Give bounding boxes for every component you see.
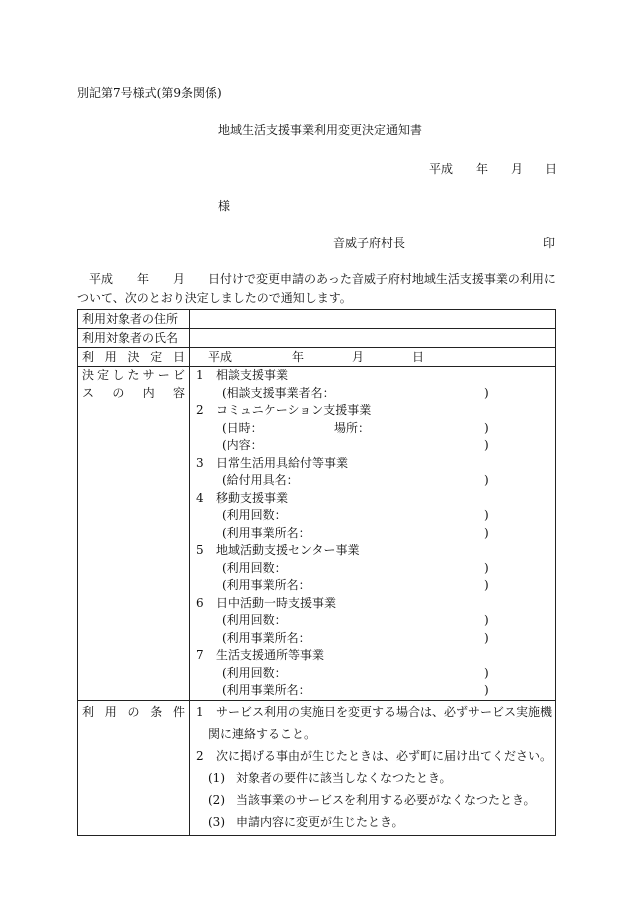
service-title: 移動支援事業	[216, 490, 289, 505]
field-close-paren: )	[484, 613, 489, 627]
address-row	[78, 310, 556, 329]
usage-date-day: 日	[412, 350, 425, 364]
service-2-title	[194, 402, 551, 420]
intro-line2: ついて、次のとおり決定しましたので通知します。	[77, 291, 352, 305]
field-close-paren: )	[484, 683, 489, 697]
field-close-paren: )	[484, 473, 489, 487]
date-year: 年	[476, 162, 489, 176]
field-close-paren: )	[484, 665, 489, 680]
service-title: 地域活動支援センター事業	[216, 543, 360, 557]
label-char: た	[127, 368, 140, 382]
usage-date-value	[190, 348, 556, 367]
usage-date-year: 年	[292, 350, 305, 364]
condition-1-line2: 関に連絡すること。	[208, 726, 317, 741]
label-char: ビ	[172, 368, 185, 382]
label-char: 日	[172, 350, 185, 364]
service-6-title	[194, 595, 551, 613]
intro-year: 年	[137, 272, 150, 286]
field-close-paren: )	[484, 560, 489, 575]
field-label: (利用事業所名：	[222, 525, 311, 540]
service-7-field	[194, 665, 551, 683]
label-char: 条	[150, 704, 163, 719]
service-7-title	[194, 647, 551, 665]
usage-date-era: 平成	[208, 350, 233, 364]
date-month: 月	[511, 162, 524, 176]
address-value	[190, 310, 556, 329]
field-label: (日時：	[222, 420, 263, 435]
date-day: 日	[545, 162, 558, 176]
service-3-field	[194, 472, 551, 490]
service-number: 6	[196, 595, 204, 610]
service-number: 4	[196, 490, 204, 505]
field-label: (利用事業所名：	[222, 630, 311, 645]
field-label: (利用回数：	[222, 508, 287, 522]
service-number: 3	[196, 455, 204, 470]
service-5-title	[194, 542, 551, 560]
label-char: ー	[157, 368, 170, 382]
field-close-paren: )	[484, 420, 489, 435]
name-label: 利用対象者の氏名	[78, 329, 190, 348]
field-label: (利用事業所名：	[222, 683, 311, 697]
service-6-field	[194, 612, 551, 630]
service-6-field	[194, 630, 551, 648]
conditions-label	[78, 700, 190, 835]
intro-line1: 日付けで変更申請のあった音威子府村地域生活支援事業の利用に	[208, 272, 556, 286]
field-label: (内容：	[222, 438, 263, 452]
services-row	[78, 367, 556, 701]
service-title: コミュニケーション支援事業	[216, 403, 372, 417]
label-char: 決	[82, 368, 95, 382]
field-close-paren: )	[484, 525, 489, 540]
field-close-paren: )	[484, 438, 489, 452]
name-value	[190, 329, 556, 348]
document-title: 地域生活支援事業利用変更決定通知書	[218, 123, 423, 137]
label-char: 利	[82, 350, 95, 364]
field-label: (利用事業所名：	[222, 578, 311, 592]
addressee-suffix: 様	[218, 199, 231, 213]
label-char: 用	[104, 704, 117, 719]
condition-2-item-2: (2) 当該事業のサービスを利用する必要がなくなつたとき。	[208, 792, 536, 807]
field-label: (利用回数：	[222, 613, 287, 627]
label-char: 件	[172, 704, 185, 719]
name-row	[78, 329, 556, 348]
service-4-title	[194, 490, 551, 508]
condition-2: 2 次に掲げる事由が生じたときは、必ず町に届け出てください。	[196, 748, 553, 763]
field-close-paren: )	[484, 578, 489, 592]
label-char: 定	[150, 350, 163, 364]
services-label	[78, 367, 190, 701]
field-label: (利用回数：	[222, 560, 287, 575]
label-char: 決	[127, 350, 140, 364]
seal-mark: 印	[543, 236, 556, 250]
intro-era: 平成	[89, 272, 114, 286]
label-char: 容	[172, 385, 185, 400]
intro-month: 月	[173, 272, 186, 286]
service-number: 1	[196, 368, 204, 382]
date-era: 平成	[429, 162, 454, 176]
service-number: 7	[196, 648, 204, 662]
service-3-title	[194, 455, 551, 473]
conditions-content	[190, 700, 556, 835]
condition-1-line1: 1 サービス利用の実施日を変更する場合は、必ずサービス実施機	[196, 704, 553, 719]
label-char: 内	[142, 385, 155, 400]
label-char: し	[112, 368, 125, 382]
field-label: (利用回数：	[222, 665, 287, 680]
decision-table	[77, 309, 556, 836]
label-char: 定	[97, 368, 110, 382]
services-content	[190, 367, 556, 701]
issuer-name: 音威子府村長	[333, 236, 406, 250]
label-char: 用	[104, 350, 117, 364]
service-number: 2	[196, 403, 204, 417]
service-4-field	[194, 507, 551, 525]
service-2-field	[194, 437, 551, 455]
field-label: (相談支援事業者名：	[222, 385, 335, 400]
label-char: ス	[82, 385, 95, 400]
service-title: 生活支援通所等事業	[216, 648, 325, 662]
label-char: 利	[82, 704, 95, 719]
label-char: サ	[142, 368, 155, 382]
service-5-field	[194, 577, 551, 595]
label-char: の	[127, 704, 140, 719]
usage-date-month: 月	[352, 350, 365, 364]
field-label: (給付用具名：	[222, 473, 299, 487]
service-5-field	[194, 560, 551, 578]
address-label: 利用対象者の住所	[78, 310, 190, 329]
label-char: の	[112, 385, 125, 400]
service-title: 相談支援事業	[216, 368, 289, 382]
usage-date-row	[78, 348, 556, 367]
service-7-field	[194, 682, 551, 700]
service-number: 5	[196, 543, 204, 557]
service-title: 日常生活用具給付等事業	[216, 455, 349, 470]
form-number: 別記第7号様式(第9条関係)	[77, 86, 222, 100]
field-label-secondary: 場所：	[334, 420, 371, 435]
conditions-row	[78, 700, 556, 835]
usage-date-label	[78, 348, 190, 367]
service-4-field	[194, 525, 551, 543]
condition-2-item-3: (3) 申請内容に変更が生じたとき。	[208, 814, 404, 829]
service-1-field	[194, 385, 551, 403]
field-close-paren: )	[484, 385, 489, 400]
service-2-field	[194, 420, 551, 438]
field-close-paren: )	[484, 630, 489, 645]
field-close-paren: )	[484, 508, 489, 522]
service-title: 日中活動一時支援事業	[216, 595, 337, 610]
condition-2-item-1: (1) 対象者の要件に該当しなくなつたとき。	[208, 770, 452, 785]
service-1-title	[194, 367, 551, 385]
